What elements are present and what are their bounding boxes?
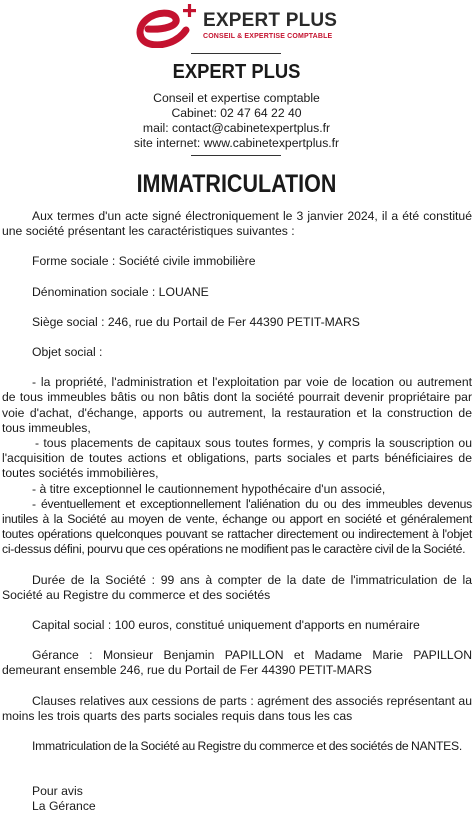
firm-contact (0, 91, 473, 151)
objet-item: - à titre exceptionnel le cautionnement hypothécaire d'un associé, (32, 481, 386, 496)
duree-paragraph: Durée de la Société : 99 ans à compter de la date de l'immatriculation de la Société au Registre du commerce et des sociétés (2, 572, 472, 602)
logo-tagline: CONSEIL & EXPERTISE COMPTABLE (203, 33, 333, 40)
logo-e-plus-icon (134, 4, 200, 48)
header-bottom-rule (191, 155, 281, 156)
capital-paragraph: Capital social : 100 euros, constitué uniquement d'apports en numéraire (32, 618, 420, 633)
contact-line: Cabinet: 02 47 64 22 40 (171, 106, 302, 120)
notice-body (2, 209, 472, 815)
gerance-paragraph: Gérance : Monsieur Benjamin PAPILLON et Madame Marie PAPILLON demeurant ensemble 246, rue du Portail de Fer 44390 PETIT-MARS (2, 648, 472, 678)
contact-line: mail: contact@cabinetexpertplus.fr (142, 121, 331, 135)
header-top-rule (191, 53, 281, 54)
clauses-paragraph: Clauses relatives aux cessions de parts : agrément des associés représentant au moins les trois quarts des parts sociales requis dans tous les cas (2, 693, 472, 723)
closing-line: Pour avis (32, 784, 83, 799)
company-logo (0, 4, 473, 48)
contact-line: site internet: www.cabinetexpertplus.fr (133, 136, 340, 150)
logo-brand-name: EXPERT PLUS (203, 10, 338, 31)
intro-paragraph: Aux termes d'un acte signé électroniquement le 3 janvier 2024, il a été constitué une société présentant les caractéristiques suivantes : (2, 209, 472, 239)
notice-title: IMMATRICULATION (136, 170, 337, 198)
firm-title: EXPERT PLUS (172, 61, 301, 83)
objet-item: - tous placements de capitaux sous toutes formes, y compris la souscription ou l'acquisition de toutes actions et obligations, parts sociales et parts bénéficiaires de toutes sociétés immobilières, (2, 436, 472, 481)
siege-social: Siège social : 246, rue du Portail de Fer 44390 PETIT-MARS (32, 314, 360, 329)
immatriculation-paragraph: Immatriculation de la Société au Registre du commerce et des sociétés de NANTES. (32, 739, 463, 754)
objet-item: - éventuellement et exceptionnellement l'aliénation du ou des immeubles devenus inutiles à la Société au moyen de vente, échange ou apport en société et généralement toutes opérations quelconques pouvant se rattacher directement ou indirectement à l'objet ci-dessus défini, pourvu que ces opérations ne modifient pas le caractère civil de la Société. (2, 496, 472, 557)
signature-line: La Gérance (32, 799, 96, 814)
forme-sociale: Forme sociale : Société civile immobilière (32, 254, 256, 269)
objet-social-label: Objet social : (32, 345, 103, 360)
objet-item: - la propriété, l'administration et l'exploitation par voie de location ou autrement de tous immeubles bâtis ou non bâtis dont la société pourrait devenir propriétaire par voie d'achat, d'échange, apports ou autrement, la restauration et la construction de tous immeubles, (2, 375, 472, 435)
contact-line: Conseil et expertise comptable (153, 91, 320, 105)
denomination-sociale: Dénomination sociale : LOUANE (32, 284, 209, 299)
